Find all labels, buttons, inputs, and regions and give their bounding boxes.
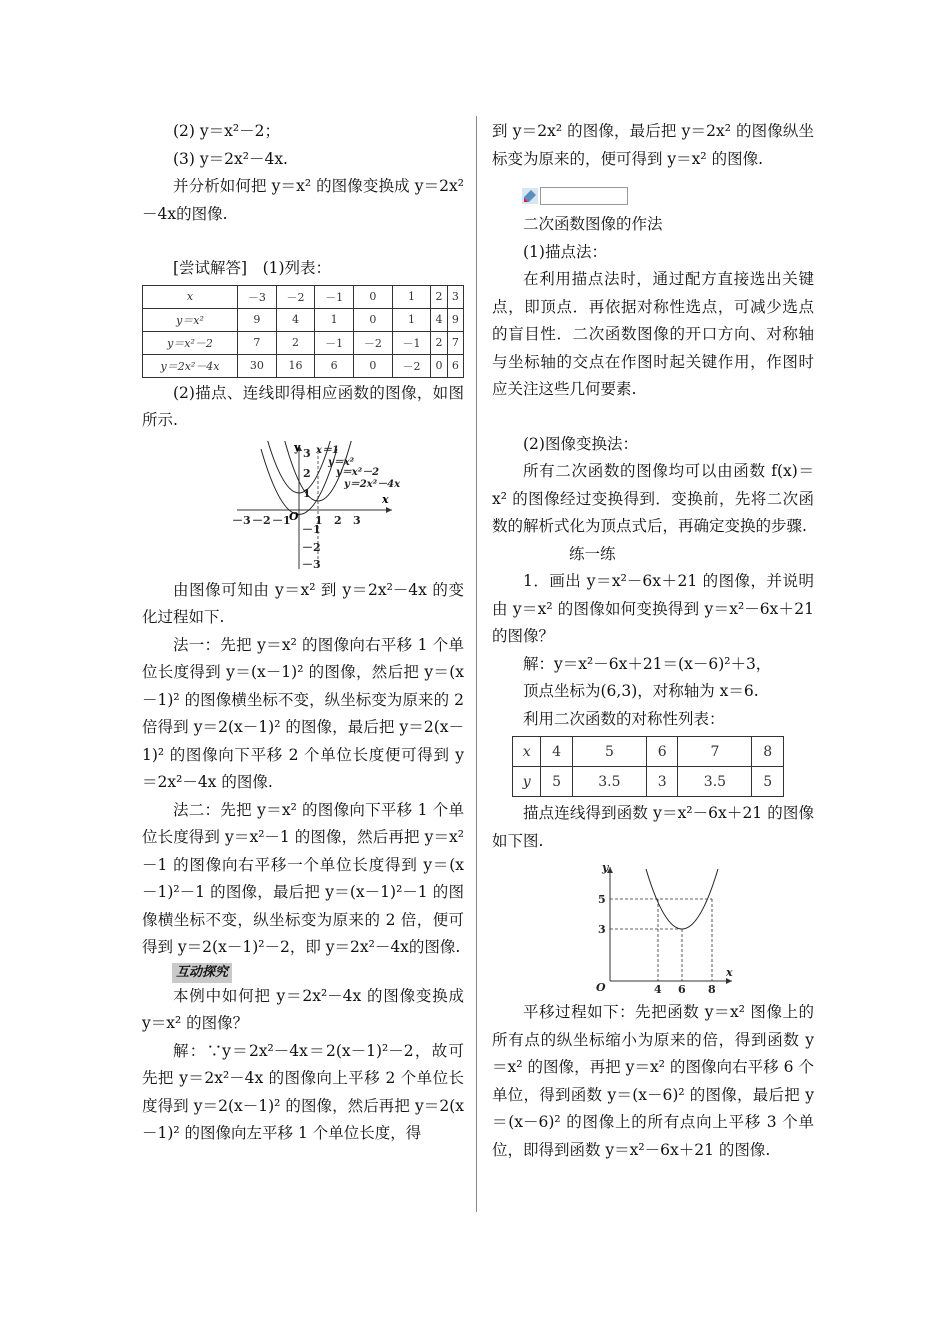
table-row <box>143 285 464 308</box>
item-2: (2) y＝x²－2； <box>173 122 280 140</box>
table-cell: 3 <box>447 285 463 308</box>
table-cell: 9 <box>447 308 463 331</box>
x-tick: 6 <box>678 983 686 993</box>
table-row <box>143 308 464 331</box>
table-row <box>143 331 464 354</box>
x-tick: －1 <box>272 513 291 527</box>
explore-question: 本例中如何把 y＝2x²－4x 的图像变换成 y＝x² 的图像？ <box>142 986 464 1032</box>
label-x-eq-1: x＝1 <box>316 444 339 456</box>
y-tick: 1 <box>303 486 311 500</box>
label-y: y <box>294 440 301 454</box>
table-cell: －3 <box>238 285 277 308</box>
label-x: x <box>382 492 389 506</box>
parabola-figure-1 <box>232 441 402 571</box>
explore-solution: 解：∵y＝2x²－4x＝2(x－1)²－2，故可先把 y＝2x²－4x 的图像向上平移 2 个单位长度得到 y＝2(x－1)² 的图像，然后再把 y＝2(x－1)² 的图像向左平移 1 个单位长度，得 <box>142 1041 464 1142</box>
practice-solution-2: 顶点坐标为(6,3)，对称轴为 x＝6. <box>523 682 759 700</box>
method-1: 法一：先把 y＝x² 的图像向右平移 1 个单位长度得到 y＝(x－1)² 的图像，然后把 y＝(x－1)² 的图像横坐标不变，纵坐标变为原来的 2 倍得到 y＝2(x－1)² 的图像，最后把 y＝2(x－1)² 的图像向下平移 2 个单位长度便可得到 y＝2x²－4x 的图像. <box>142 635 464 791</box>
transform-method-heading: (2)图像变换法： <box>523 434 638 453</box>
label-origin: O <box>596 981 606 993</box>
table-cell: x <box>143 285 238 308</box>
continued-solution: 到 y＝2x² 的图像，最后把 y＝2x² 的图像纵坐标变为原来的，便可得到 y＝x² 的图像. <box>492 122 814 168</box>
table-cell: 4 <box>541 737 573 767</box>
table-cell: 0 <box>431 354 447 377</box>
table-cell: 6 <box>646 737 678 767</box>
table-cell: y＝x²－2 <box>143 331 238 354</box>
table-cell: 1 <box>392 308 431 331</box>
table-cell: －1 <box>315 331 354 354</box>
section-tag <box>522 187 814 205</box>
practice-plot-text: 描点连线得到函数 y＝x²－6x＋21 的图像如下图. <box>492 804 814 850</box>
label-curve-2: y＝x²－2 <box>336 466 380 478</box>
x-tick: 8 <box>708 983 716 993</box>
y-tick: －3 <box>302 557 321 571</box>
try-answer-heading: [尝试解答] (1)列表： <box>173 259 332 277</box>
x-tick: 3 <box>353 513 361 527</box>
tag-box <box>540 187 628 205</box>
table-cell: 4 <box>276 308 315 331</box>
table-cell: 0 <box>354 354 393 377</box>
analysis-question: 并分析如何把 y＝x² 的图像变换成 y＝2x²－4x的图像. <box>142 177 464 223</box>
plot-instruction: (2)描点、连线即得相应函数的图像，如图所示. <box>142 383 464 429</box>
table-cell: 1 <box>315 308 354 331</box>
y-tick: 3 <box>598 923 606 936</box>
table-cell: 8 <box>752 737 784 767</box>
table-cell: 3.5 <box>572 767 646 797</box>
table-cell: 2 <box>276 331 315 354</box>
table-cell: 6 <box>447 354 463 377</box>
table-cell: －2 <box>354 331 393 354</box>
table-cell: 5 <box>541 767 573 797</box>
label-curve-1: y＝x² <box>328 456 355 468</box>
practice-solution-1: 解：y＝x²－6x＋21＝(x－6)²＋3， <box>523 654 772 673</box>
practice-problem: 1．画出 y＝x²－6x＋21 的图像，并说明由 y＝x² 的图像如何变换得到 y＝x²－6x＋21 的图像？ <box>492 572 814 645</box>
pencil-icon <box>522 188 538 204</box>
x-tick: －2 <box>252 513 271 527</box>
label-origin: O <box>289 509 299 523</box>
item-3: (3) y＝2x²－4x. <box>173 149 288 168</box>
table-cell: 16 <box>276 354 315 377</box>
table-cell: 7 <box>447 331 463 354</box>
table-cell: x <box>513 737 541 767</box>
table-cell: y＝x² <box>143 308 238 331</box>
table-cell: 3.5 <box>678 767 752 797</box>
label-y: y <box>602 863 609 874</box>
table-cell: －2 <box>392 354 431 377</box>
left-column <box>142 118 464 1148</box>
parabola-figure-2 <box>588 863 738 993</box>
x-tick: －3 <box>232 513 251 527</box>
method-2: 法二：先把 y＝x² 的图像向下平移 1 个单位长度得到 y＝x²－1 的图像，然后再把 y＝x²－1 的图像向右平移一个单位长度得到 y＝(x－1)²－1 的图像，最后把 y＝(x－1)²－1 的图像横坐标不变，纵坐标变为原来的 2 倍，便可得到 y＝2(x－1)²－2，即 y＝2x²－4x的图像. <box>142 800 464 956</box>
y-tick: －2 <box>302 540 321 554</box>
table-cell: 0 <box>354 285 393 308</box>
x-tick: 2 <box>334 513 342 527</box>
table-cell: 2 <box>431 285 447 308</box>
y-tick: 2 <box>303 466 311 480</box>
y-tick: 3 <box>303 446 311 460</box>
practice-heading: 练一练 <box>569 544 616 563</box>
table-cell: 4 <box>431 308 447 331</box>
table-cell: 2 <box>431 331 447 354</box>
table-row <box>513 737 784 767</box>
table-cell: －1 <box>392 331 431 354</box>
process-intro: 由图像可知由 y＝x² 到 y＝2x²－4x 的变化过程如下. <box>142 580 464 626</box>
table-cell: 7 <box>678 737 752 767</box>
method-heading: 二次函数图像的作法 <box>523 215 663 233</box>
table-cell: 1 <box>392 285 431 308</box>
table-row <box>143 354 464 377</box>
y-tick: －1 <box>302 522 321 536</box>
label-curve-3: y＝2x²－4x <box>344 478 401 490</box>
table-cell: y＝2x²－4x <box>143 354 238 377</box>
right-column <box>492 118 814 1164</box>
table-cell: 5 <box>752 767 784 797</box>
y-tick: 5 <box>598 893 606 906</box>
practice-solution-3: 利用二次函数的对称性列表： <box>523 709 725 728</box>
table-cell: 6 <box>315 354 354 377</box>
interactive-badge: 互动探究 <box>172 963 232 983</box>
value-table-2 <box>512 736 784 797</box>
value-table-1 <box>142 285 464 378</box>
table-cell: －2 <box>276 285 315 308</box>
translation-process: 平移过程如下：先把函数 y＝x² 图像上的所有点的纵坐标缩小为原来的倍，得到函数 y＝x² 的图像，再把 y＝x² 的图像向右平移 6 个单位，得到函数 y＝(x－6)² 的图像，最后把 y＝(x－6)² 的图像上的所有点向上平移 3 个单位，即得到函数 y＝x²－6x＋21 的图像. <box>492 1003 814 1159</box>
table-cell: －1 <box>315 285 354 308</box>
table-cell: 5 <box>572 737 646 767</box>
table-cell: 7 <box>238 331 277 354</box>
label-x: x <box>726 966 733 979</box>
table-cell: 30 <box>238 354 277 377</box>
table-cell: y <box>513 767 541 797</box>
transform-method-text: 所有二次函数的图像均可以由函数 f(x)＝x² 的图像经过变换得到．变换前，先将二次函数的解析式化为顶点式后，再确定变换的步骤. <box>492 462 814 535</box>
table-cell: 0 <box>354 308 393 331</box>
table-cell: 9 <box>238 308 277 331</box>
column-divider <box>476 116 477 1212</box>
table-row <box>513 767 784 797</box>
x-tick: 1 <box>315 513 323 527</box>
plotting-method-text: 在利用描点法时，通过配方直接选出关键点，即顶点．再依据对称性选点，可减少选点的盲目性．二次函数图像的开口方向、对称轴与坐标轴的交点在作图时起关键作用，作图时应关注这些几何要素. <box>492 270 814 398</box>
x-tick: 4 <box>654 983 662 993</box>
x-axis-arrow <box>386 507 392 513</box>
table-cell: 3 <box>646 767 678 797</box>
plotting-method-heading: (1)描点法： <box>523 242 607 261</box>
